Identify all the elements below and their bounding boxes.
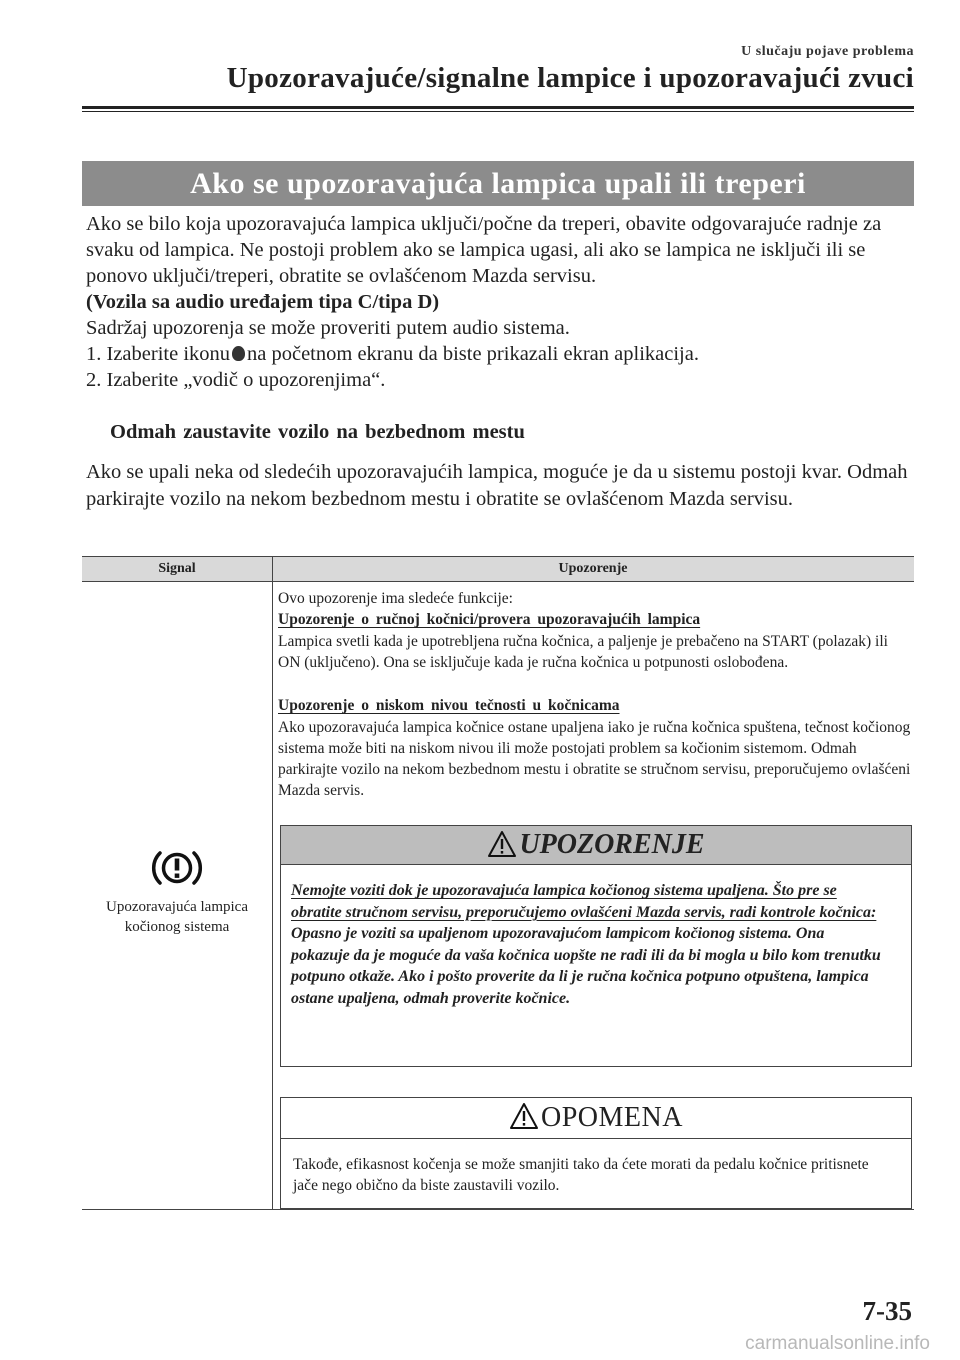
caution-box-header <box>281 1098 911 1139</box>
caution-box <box>280 1097 912 1209</box>
warning-box <box>280 825 912 1067</box>
chapter-title: U slučaju pojave problema <box>741 44 914 59</box>
signal-label: Upozoravajuća lampica kočionog sistema <box>105 899 248 935</box>
column-header-signal: Signal <box>158 561 196 576</box>
column-header-warning: Upozorenje <box>558 561 628 576</box>
caution-triangle-icon <box>509 1102 539 1130</box>
stop-paragraph: Ako se upali neka od sledećih upozoravajućih lampica, moguće je da u sistemu postoji kvar. Odmah parkirajte vozilo na nekom bezbednom mestu i obratite se ovlašćenom Mazda servisu. <box>86 461 908 510</box>
page-number: 7-35 <box>862 1296 912 1326</box>
warning-text: Opasno je voziti sa upaljenom upozoravajućom lampicom kočionog sistema. Ona pokazuje da je moguće da vaša kočnica uopšte ne radi ili da bi mogla u bilo kom trenutku potpuno otkaže. Ako i pošto proverite da li je ručna kočnica potpuno otpuštena, lampica ostane upaljena, odmah proverite kočnice. <box>291 925 881 1007</box>
functions-intro: Ovo upozorenje ima sledeće funkcije: <box>278 590 513 607</box>
warning-table <box>82 556 914 1210</box>
page-title: Upozoravajuće/signalne lampice i upozoravajući zvuci <box>226 62 914 94</box>
function-heading-1: Upozorenje o ručnoj kočnici/provera upozoravajućih lampica <box>278 611 701 628</box>
header-rule <box>82 106 914 109</box>
function-text-2: Ako upozoravajuća lampica kočnice ostane upaljena iako je ručna kočnica spuštena, tečnost kočionog sistema može biti na niskom nivou ili može postojati problem sa kočionim sistemom. Odmah parkirajte vozilo na nekom bezbednom mestu i obratite se stručnom servisu, preporučujemo ovlašćeni Mazda servis. <box>278 719 911 799</box>
warning-box-header <box>281 826 911 865</box>
intro-paragraph: Ako se bilo koja upozoravajuća lampica uključi/počne da treperi, obavite odgovarajuće radnje za svaku od lampica. Ne postoji problem ako se lampica ugasi, ali ako se lampica ne isključi ili se ponovo uključi/treperi, obratite se ovlašćenom Mazda servisu. <box>86 213 882 287</box>
table-header <box>82 557 914 582</box>
warning-heading: Nemojte voziti dok je upozoravajuća lampica kočionog sistema upaljena. Što pre se obratite stručnom servisu, preporučujemo ovlašćeni Mazda servis, radi kontrole kočnica: <box>291 882 877 921</box>
warning-body <box>291 880 887 1009</box>
navigation-icon <box>232 346 245 361</box>
step-1-after: na početnom ekranu da biste prikazali ekran aplikacija. <box>247 343 699 365</box>
brake-warning-lamp-icon <box>148 847 206 889</box>
caution-title: OPOMENA <box>541 1102 683 1133</box>
watermark: carmanualsonline.info <box>745 1333 930 1354</box>
header-rule-thin <box>82 111 914 112</box>
step-1 <box>86 341 916 367</box>
warning-title: UPOZORENJE <box>519 829 705 860</box>
warning-triangle-icon <box>487 830 517 858</box>
step-2: 2. Izaberite „vodič o upozorenjima“. <box>86 369 386 391</box>
caution-text: Takođe, efikasnost kočenja se može smanjiti tako da ćete morati da pedalu kočnice pritisnete jače nego obično da biste zaustavili vozilo. <box>293 1156 869 1194</box>
audio-line: Sadržaj upozorenja se može proveriti putem audio sistema. <box>86 317 570 339</box>
function-heading-2: Upozorenje o niskom nivou tečnosti u kočnicama <box>278 697 620 714</box>
stop-heading: Odmah zaustavite vozilo na bezbednom mestu <box>110 421 525 443</box>
column-divider <box>272 557 273 1209</box>
audio-subheading: (Vozila sa audio uređajem tipa C/tipa D) <box>86 291 440 313</box>
section-title: Ako se upozoravajuća lampica upali ili treperi <box>82 161 914 206</box>
step-1-before: 1. Izaberite ikonu <box>86 343 231 365</box>
function-text-1: Lampica svetli kada je upotrebljena ručna kočnica, a paljenje je prebačeno na START (polazak) ili ON (uključeno). Ona se isključuje kada je ručna kočnica u potpunosti oslobođena. <box>278 633 888 671</box>
